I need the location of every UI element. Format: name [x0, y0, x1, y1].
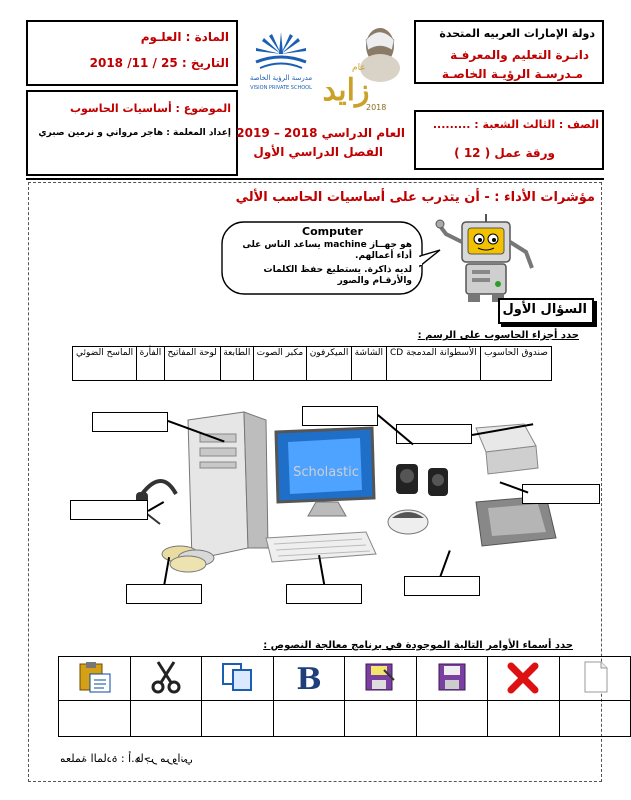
command-cell [488, 657, 560, 701]
section-label: الشعبة : ......... [432, 118, 519, 131]
command-answer-cell[interactable] [416, 701, 488, 737]
save-as-icon [360, 660, 400, 694]
subject-label: المادة : العلـوم [140, 30, 229, 44]
school-name: مـدرسـة الرؤيـة الخاصـة [441, 67, 583, 81]
command-answer-cell[interactable] [202, 701, 274, 737]
part-cell: صندوق الحاسوب [481, 347, 552, 381]
header-bottom-rule [26, 178, 604, 180]
academic-year: العام الدراسي 2018 – 2019 [236, 126, 405, 140]
part-cell: الماسح الضوئي [73, 347, 137, 381]
command-cell [59, 657, 131, 701]
question2-instruction: حدد أسماء الأوامر التالية الموجودة في برنامج معالجة النصوص : [263, 640, 573, 651]
command-answer-cell[interactable] [345, 701, 417, 737]
date-label: التاريخ : 25 / 11/ 2018 [89, 56, 229, 70]
part-cell: مكبر الصوت [253, 347, 306, 381]
svg-text:عام: عام [352, 63, 366, 73]
answer-box-4[interactable] [70, 500, 148, 520]
answer-box-8[interactable] [404, 576, 480, 596]
speech-line-2: لديه ذاكرة. يستطيع حفظ الكلمات والأرقـام والصور [263, 265, 412, 286]
zayed-year-logo [322, 20, 408, 112]
school-logo [250, 28, 312, 92]
topic-label: الموضوع : أساسيات الحاسوب [69, 102, 231, 115]
answer-box-5[interactable] [522, 484, 600, 504]
answer-box-2[interactable] [302, 406, 378, 426]
question1-title: السؤال الأول [502, 302, 587, 317]
school-logo-arabic: مدرسة الرؤية الخاصة [250, 74, 312, 82]
part-cell: الميكرفون [307, 347, 352, 381]
command-answer-cell[interactable] [273, 701, 345, 737]
parts-table [72, 346, 552, 381]
command-answer-cell[interactable] [59, 701, 131, 737]
grade-label: الصف : الثالث [522, 118, 599, 131]
worksheet-number: ورقة عمل ( 12 ) [454, 146, 555, 160]
command-cell [273, 657, 345, 701]
command-cell [416, 657, 488, 701]
school-logo-english: VISION PRIVATE SCHOOL [250, 85, 312, 91]
keyboard-image [266, 532, 376, 562]
question1-instruction: حدد أجزاء الحاسوب على الرسم : [417, 330, 579, 341]
answer-box-1[interactable] [92, 412, 168, 432]
mouse-image [388, 510, 428, 534]
part-cell: الشاشة [352, 347, 386, 381]
computer-case-image [188, 412, 268, 560]
command-cell [345, 657, 417, 701]
semester: الفصل الدراسي الأول [253, 145, 383, 159]
delete-icon [503, 660, 543, 694]
commands-table [58, 656, 631, 737]
command-cell [202, 657, 274, 701]
svg-text:B: B [296, 661, 322, 694]
watermark-image: Scholastic [293, 465, 359, 480]
command-cell [130, 657, 202, 701]
department-name: دانـرة التعليم والمعرفـة [450, 48, 589, 62]
new-document-icon [575, 660, 615, 694]
performance-indicators: مؤشرات الأداء : - أن يتدرب على أساسيات الحاسب الألي [235, 190, 595, 205]
teacher-label: إعداد المعلمة : هاجر مرواني و نرمين صبري [38, 128, 231, 138]
robot-computer-illustration [432, 212, 542, 304]
bold-icon [289, 660, 329, 694]
part-cell: الطابعة [220, 347, 253, 381]
part-cell: الفأرة [137, 347, 164, 381]
speakers-image [396, 464, 448, 496]
svg-text:2018: 2018 [366, 103, 387, 112]
copy-icon [217, 660, 257, 694]
answer-box-7[interactable] [286, 584, 362, 604]
command-answer-cell[interactable] [130, 701, 202, 737]
save-icon [432, 660, 472, 694]
part-cell: لوحة المفاتيح [164, 347, 220, 381]
speech-line-1: هو جهــاز machine يساعد الناس على أداء أعمالهم. [242, 240, 412, 261]
part-cell: الأسطوانة المدمجة CD [386, 347, 481, 381]
country-name: دولة الإمارات العربيه المتحدة [439, 27, 595, 40]
command-cell [559, 657, 631, 701]
command-answer-cell[interactable] [559, 701, 631, 737]
speech-title: Computer [302, 225, 363, 238]
paste-icon [74, 660, 114, 694]
command-answer-cell[interactable] [488, 701, 560, 737]
cut-icon [146, 660, 186, 694]
svg-text:زايد: زايد [322, 73, 370, 108]
footer-teacher: معلمة المادة : أ.هاجر مرواني [60, 752, 193, 765]
answer-box-6[interactable] [126, 584, 202, 604]
